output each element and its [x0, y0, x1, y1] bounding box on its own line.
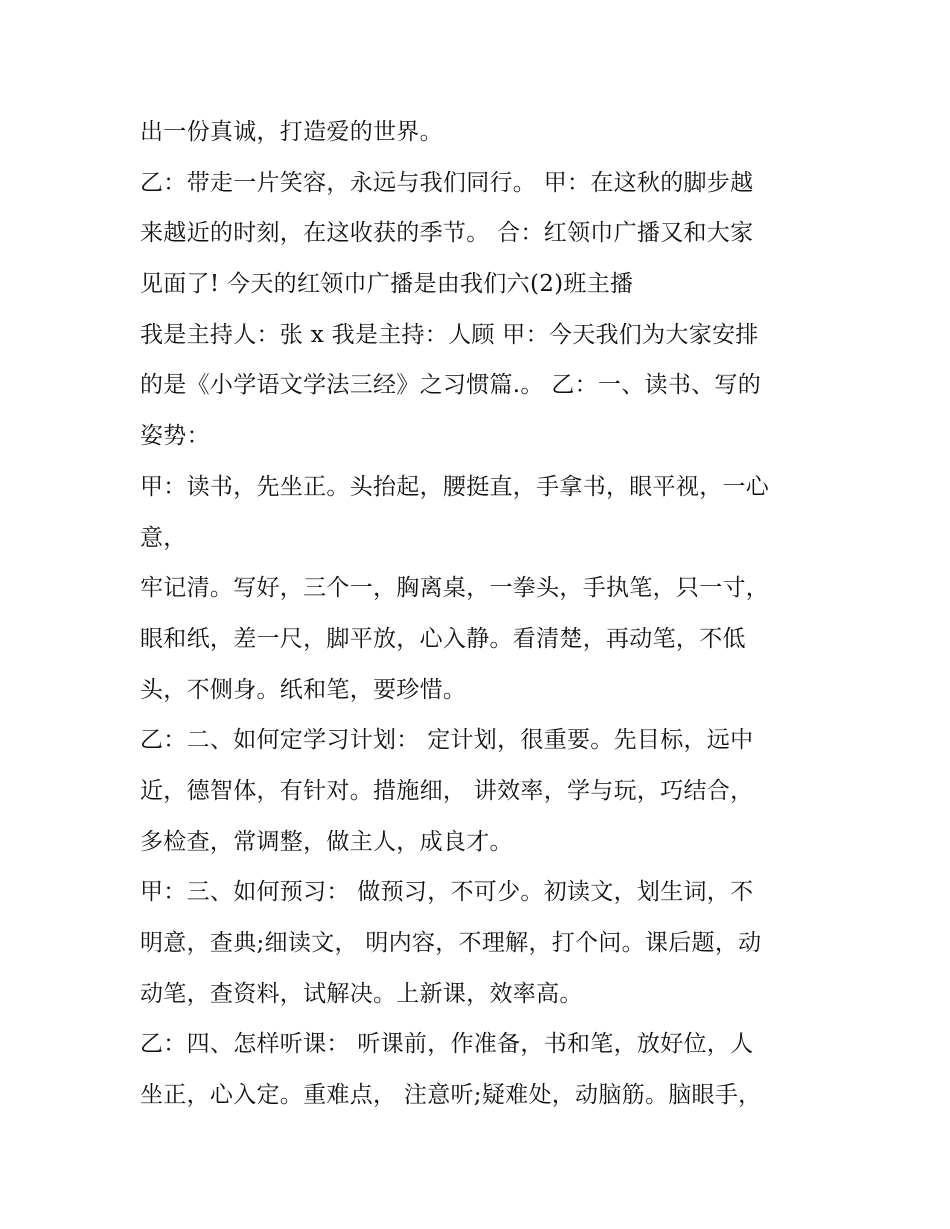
text-line: 牢记清。写好，三个一，胸离桌，一拳头，手执笔，只一寸， [140, 575, 770, 602]
text-line: 出一份真诚，打造爱的世界。 [140, 119, 443, 145]
text-line: 的是《小学语文学法三经》之习惯篇.。 乙：一、读书、写的 [140, 372, 762, 399]
document-body [140, 107, 820, 1121]
text-line: 我是主持人：张 x 我是主持：人顾 甲：今天我们为大家安排 [140, 321, 759, 348]
text-line: 眼和纸，差一尺，脚平放，心入静。看清楚，再动笔，不低 [140, 625, 746, 652]
text-line: 近，德智体，有针对。措施细， 讲效率，学与玩，巧结合， [140, 777, 754, 804]
text-line: 姿势： [140, 423, 210, 450]
text-line: 多检查，常调整，做主人，成良才。 [140, 828, 513, 855]
text-line: 来越近的时刻，在这收获的季节。 合：红领巾广播又和大家 [140, 220, 754, 247]
text-line: 头，不侧身。纸和笔，要珍惜。 [140, 676, 467, 703]
text-line: 乙：四、怎样听课： 听课前，作准备，书和笔，放好位，人 [140, 1031, 754, 1058]
text-line: 乙：二、如何定学习计划： 定计划，很重要。先目标，远中 [140, 727, 754, 754]
text-line: 坐正，心入定。重难点， 注意听;疑难处，动脑筋。脑眼手， [140, 1082, 762, 1109]
text-line: 乙：带走一片笑容，永远与我们同行。 甲：在这秋的脚步越 [140, 169, 754, 196]
text-line: 意， [140, 524, 187, 551]
text-line: 明意，查典;细读文， 明内容，不理解，打个问。课后题，动 [140, 930, 762, 956]
text-line: 甲：读书，先坐正。头抬起，腰挺直，手拿书，眼平视，一心 [140, 473, 770, 500]
text-line: 动笔，查资料，试解决。上新课，效率高。 [140, 980, 583, 1007]
text-line: 见面了! 今天的红领巾广播是由我们六(2)班主播 [140, 271, 634, 298]
text-line: 甲：三、如何预习： 做预习，不可少。初读文，划生词，不 [140, 879, 754, 906]
